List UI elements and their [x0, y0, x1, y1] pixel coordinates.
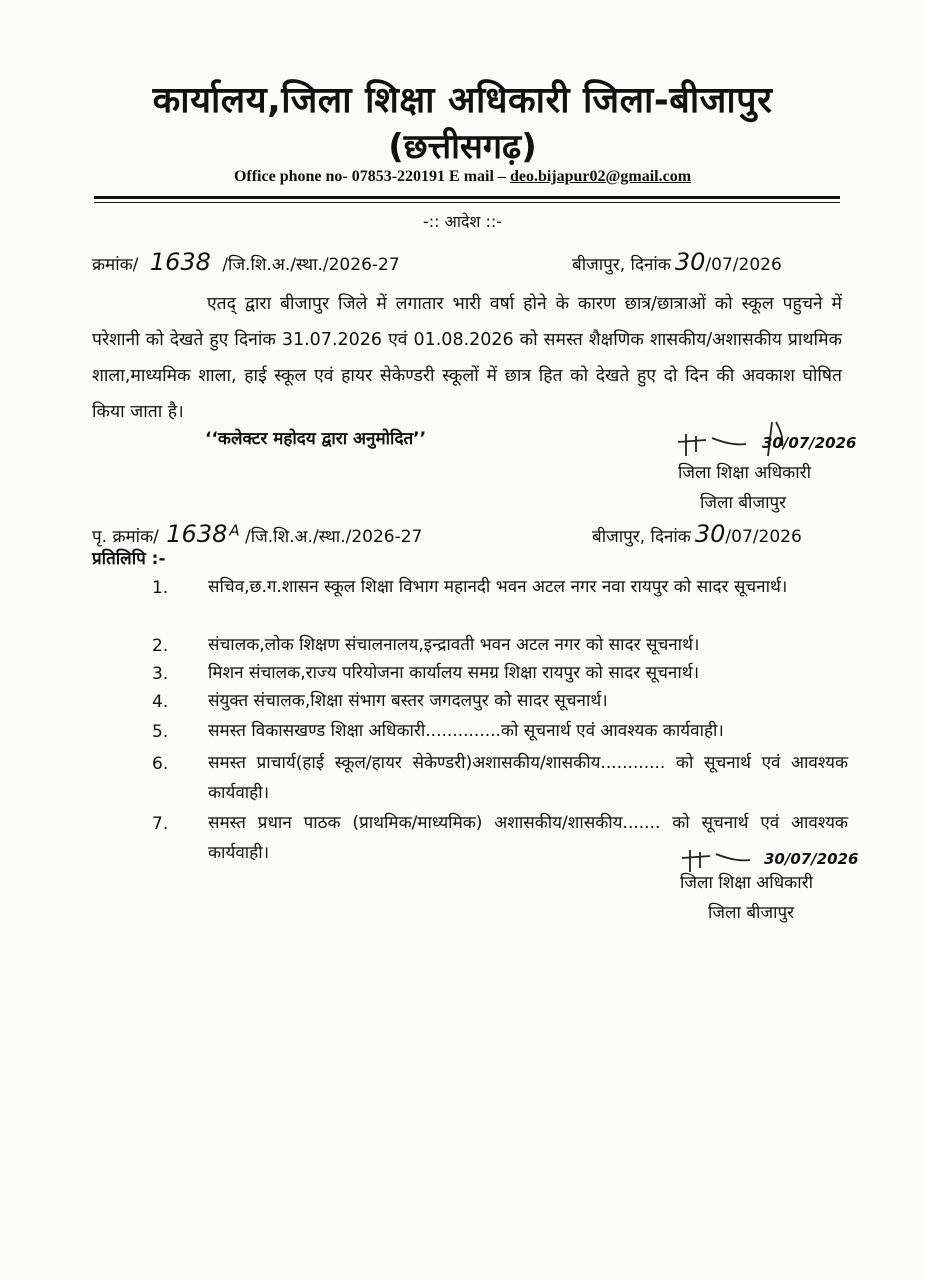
contact-prefix: Office phone no- 07853-220191 E mail – — [233, 168, 510, 185]
order-number-handwritten: 1638 — [149, 248, 211, 276]
list-item: समस्त प्रधान पाठक (प्राथमिक/माध्यमिक) अशासकीय/शासकीय....... को सूचनार्थ एवं आवश्यक कार्यवाही। — [208, 813, 848, 863]
endorsement-number-handwritten: 1638 — [166, 520, 228, 548]
endorsement-date-suffix: /07/2026 — [725, 527, 802, 547]
signature2-date: 30/07/2026 — [764, 850, 859, 868]
list-item: समस्त प्राचार्य(हाई स्कूल/हायर सेकेण्डरी)अशासकीय/शासकीय............ को सूचनार्थ एवं आवश्यक कार्यवाही। — [208, 753, 848, 803]
order-heading: -:: आदेश ::- — [422, 212, 502, 231]
endorsement-date-label: बीजापुर, दिनांक — [592, 527, 691, 547]
list-item-number: 5. — [152, 722, 169, 742]
endorsement-date — [592, 520, 802, 548]
office-title: कार्यालय,जिला शिक्षा अधिकारी जिला-बीजापुर — [152, 80, 773, 121]
order-number-suffix: /जि.शि.अ./स्था./2026-27 — [222, 255, 400, 275]
order-number-label: क्रमांक/ — [92, 255, 139, 275]
list-item-number: 1. — [152, 578, 169, 598]
header-rule-thin — [94, 202, 840, 203]
list-item-number: 3. — [152, 664, 169, 684]
list-item: समस्त विकासखण्ड शिक्षा अधिकारी..............को सूचनार्थ एवं आवश्यक कार्यवाही। — [208, 721, 724, 741]
list-item: संयुक्त संचालक,शिक्षा संभाग बस्तर जगदलपुर को सादर सूचनार्थ। — [208, 691, 608, 711]
endorsement-date-handwritten: 30 — [694, 520, 726, 548]
order-date-handwritten: 30 — [674, 248, 706, 276]
order-date-suffix: /07/2026 — [705, 255, 782, 275]
email-address: deo.bijapur02@gmail.com — [509, 168, 692, 185]
order-number — [92, 248, 400, 276]
approval-note: ‘‘कलेक्टर महोदय द्वारा अनुमोदित’’ — [205, 429, 427, 449]
copy-to-label: प्रतिलिपि :- — [92, 549, 166, 569]
endorsement-number-suffix: /जि.शि.अ./स्था./2026-27 — [245, 527, 423, 547]
order-body-text: एतद् द्वारा बीजापुर जिले में लगातार भारी वर्षा होने के कारण छात्र/छात्राओं को स्कूल पहुचने में परेशानी को देखते हुए दिनांक 31.07.2026 एवं 01.08.2026 को समस्त शैक्षणिक शासकीय/अशासकीय प्राथमिक शाला,माध्यमिक शाला, हाई स्कूल एवं हायर सेकेण्डरी स्कूलों में छात्र हित को देखते हुए दो दिन की अवकाश घोषित किया जाता है। — [92, 294, 842, 422]
signature2-designation: जिला शिक्षा अधिकारी — [680, 873, 813, 893]
contact-line — [0, 168, 925, 186]
order-date — [572, 248, 782, 276]
signature1-designation: जिला शिक्षा अधिकारी — [678, 463, 811, 483]
endorsement-number-label: पृ. क्रमांक/ — [92, 527, 159, 547]
list-item-number: 4. — [152, 692, 169, 712]
state-name: (छत्तीसगढ़) — [388, 127, 537, 167]
header-rule-thick — [94, 196, 840, 199]
list-item: सचिव,छ.ग.शासन स्कूल शिक्षा विभाग महानदी भवन अटल नगर नवा रायपुर को सादर सूचनार्थ। — [208, 577, 788, 597]
signature1-district: जिला बीजापुर — [700, 493, 787, 513]
list-item: संचालक,लोक शिक्षण संचालनालय,इन्द्रावती भवन अटल नगर को सादर सूचनार्थ। — [208, 635, 700, 655]
order-body — [92, 286, 842, 430]
endorsement-number-superscript: A — [229, 521, 240, 540]
list-item-number: 6. — [152, 754, 169, 774]
list-item: मिशन संचालक,राज्य परियोजना कार्यालय समग्र शिक्षा रायपुर को सादर सूचनार्थ। — [208, 663, 700, 683]
order-date-label: बीजापुर, दिनांक — [572, 255, 671, 275]
signature2-district: जिला बीजापुर — [708, 903, 795, 923]
signature1-date: 30/07/2026 — [762, 434, 857, 452]
endorsement-number — [92, 520, 422, 548]
list-item-number: 7. — [152, 814, 169, 834]
list-item-number: 2. — [152, 636, 169, 656]
